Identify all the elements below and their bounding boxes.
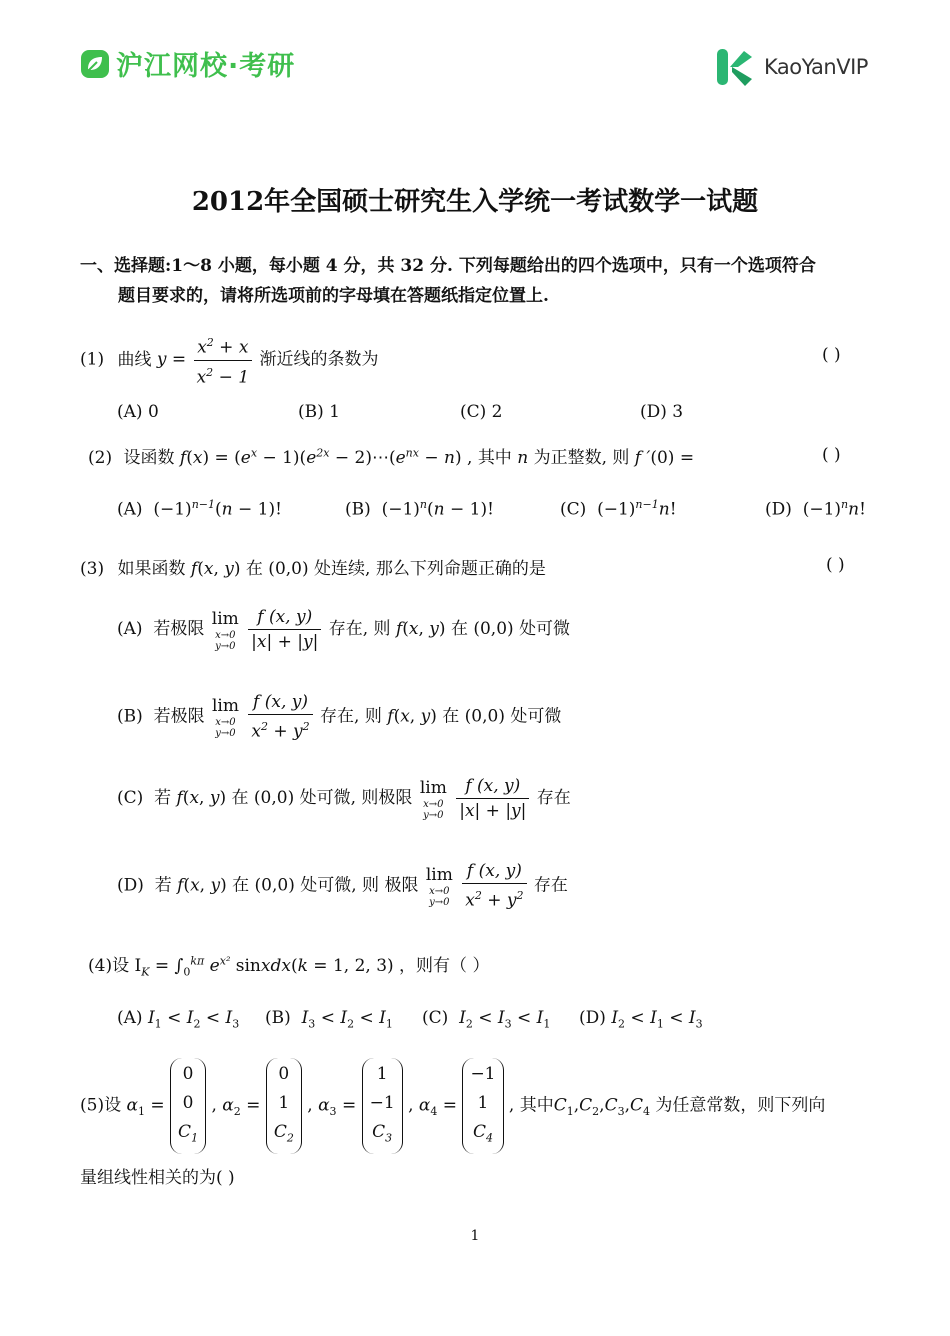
q3-answer-blank: ( )	[826, 555, 845, 575]
q4-number: (4)	[88, 956, 113, 976]
question-1: (1) 曲线 y = $\frac{x^2 + x}{x^2 - 1}$ 渐近线的条数为	[80, 331, 378, 389]
q4-option-b: (B) $I_3 < I_2 < I_1$	[265, 1008, 393, 1031]
q2-option-b: (B) $(-1)^n(n - 1)$!	[345, 498, 494, 520]
q4-lead: 设	[112, 956, 130, 976]
q1-option-d: (D) 3	[640, 402, 684, 422]
question-3: (3) 如果函数 f(x, y) 在 (0,0) 处连续, 那么下列命题正确的是	[80, 559, 546, 579]
q3-number: (3)	[80, 559, 105, 579]
exam-title: 2012年全国硕士研究生入学统一考试数学一试题	[191, 187, 759, 217]
kaoyanvip-logo	[714, 46, 868, 88]
instructions-line-1: 一、选择题:1～8 小题，每小题 4 分，共 32 分. 下列每题给出的四个选项中，只有一个选项符合	[80, 256, 816, 276]
q5-line-2: 量组线性相关的为( )	[80, 1168, 235, 1188]
q1-lead: 曲线	[117, 349, 152, 370]
q2-mid2: 为正整数, 则	[533, 448, 630, 468]
q2-option-d: (D) $(-1)^nn$!	[765, 498, 866, 520]
page-number: 1	[470, 1228, 480, 1244]
q5-tail: 为任意常数，则下列向	[655, 1095, 826, 1116]
question-5: (5)设 $\alpha_1$ = 0 0 $C_1$ , $\alpha_2$ = 0 1 $C_2$ , $\alpha_3$ = 1 −1 $C_3$ , $\alpha_4$ = −1 1 $C_4$ , 其中$C_1,C_2,C_3,C_4$ 为任意常数，则下列向	[80, 1058, 825, 1154]
q2-answer-blank: ( )	[822, 445, 841, 465]
q4-option-c: (C) $I_2 < I_3 < I_1$	[422, 1008, 551, 1031]
q1-option-c: (C) 2	[460, 402, 503, 422]
q4-option-a: (A) $I_1 < I_2 < I_3$	[117, 1008, 240, 1031]
q3-lead: 如果函数	[117, 559, 186, 579]
q1-option-a: (A) 0	[117, 402, 159, 422]
leaf-icon	[80, 49, 110, 79]
q1-answer-blank: ( )	[822, 345, 841, 365]
q2-option-a: (A) $(-1)^{n-1}(n - 1)$!	[117, 498, 282, 520]
hujiang-logo-text: 沪江网校·考研	[116, 51, 296, 82]
alpha3-vector: 1 −1 $C_3$	[362, 1058, 403, 1154]
q1-tail: 渐近线的条数为	[259, 349, 379, 370]
q3-option-d: (D) 若 f(x, y) 在 (0,0) 处可微, 则 极限 lim x→0 y→0 $\frac{f (x, y)}{x^2 + y^2}$ 存在	[117, 861, 568, 911]
q2-number: (2)	[88, 448, 113, 468]
hujiang-logo	[80, 44, 295, 83]
q3-option-b: (B) 若极限 lim x→0 y→0 $\frac{f (x, y)}{x^2 + y^2}$ 存在, 则 f(x, y) 在 (0,0) 处可微	[117, 692, 562, 742]
alpha2-vector: 0 1 $C_2$	[266, 1058, 302, 1154]
k-logo-icon	[714, 46, 756, 88]
q5-lead: 设	[104, 1095, 122, 1116]
kaoyanvip-logo-text: KaoYanVIP	[764, 55, 868, 79]
question-4: (4)设 $I_K = \int_0^{k\pi}$ $e^{x^2}$ sinxdx(k = 1, 2, 3) ，则有（ ）	[88, 954, 490, 979]
alpha1-vector: 0 0 $C_1$	[170, 1058, 206, 1154]
q5-number: (5)	[80, 1095, 105, 1116]
q1-option-b: (B) 1	[298, 402, 340, 422]
question-2: (2) 设函数 $f(x) = (e^x - 1)(e^{2x}$ − $2)\cdots(e^{nx} - n)$ , 其中 n 为正整数, 则 f ′(0) =	[88, 446, 695, 468]
alpha4-vector: −1 1 $C_4$	[462, 1058, 503, 1154]
q3-option-a: (A) 若极限 lim x→0 y→0 $\frac{f (x, y)}{|x| + |y|}$ 存在, 则 f(x, y) 在 (0,0) 处可微	[117, 607, 571, 652]
q3-tail: 处连续, 那么下列命题正确的是	[314, 559, 546, 579]
section-instructions	[80, 251, 880, 311]
q1-number: (1)	[80, 349, 105, 370]
q2-lead: 设函数	[123, 448, 175, 468]
q4-tail: ，则有（ ）	[399, 956, 490, 976]
q3-option-c: (C) 若 f(x, y) 在 (0,0) 处可微, 则极限 lim x→0 y→0 $\frac{f (x, y)}{|x| + |y|}$ 存在	[117, 776, 571, 821]
q1-fraction: $\frac{x^2 + x}{x^2 - 1}$	[194, 331, 252, 389]
instructions-line-2: 题目要求的，请将所选项前的字母填在答题纸指定位置上.	[118, 286, 549, 306]
q2-mid: 其中	[477, 448, 512, 468]
q4-option-d: (D) $I_2 < I_1 < I_3$	[579, 1008, 703, 1031]
q2-option-c: (C) $(-1)^{n-1}n$!	[560, 498, 677, 520]
